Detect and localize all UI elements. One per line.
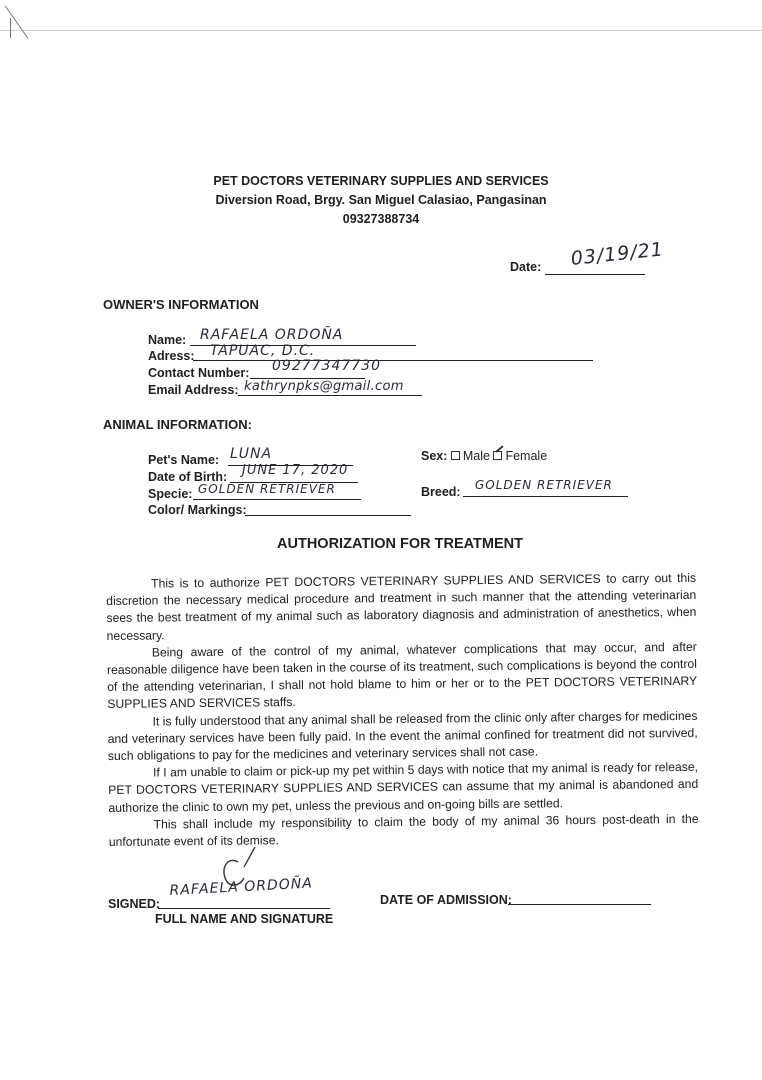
dob-value: JUNE 17, 2020 (242, 463, 349, 478)
sex-field (421, 449, 547, 463)
authorization-body (106, 570, 699, 851)
date-value: 03/19/21 (569, 238, 665, 270)
female-checkbox[interactable] (493, 451, 502, 460)
color-label: Color/ Markings: (148, 503, 247, 517)
signed-underline (158, 908, 330, 909)
clinic-phone: 09327388734 (342, 212, 420, 226)
date-label: Date: (510, 260, 542, 274)
pet-name-label: Pet's Name: (148, 453, 220, 467)
owner-contact-label: Contact Number: (148, 366, 250, 380)
owner-email-label: Email Address: (148, 383, 239, 397)
specie-value: GOLDEN RETRIEVER (198, 482, 336, 496)
sex-label: Sex: (421, 449, 448, 463)
scan-corner-slash (5, 5, 29, 38)
owner-contact-value: 09277347730 (272, 358, 381, 374)
owner-name-value: RAFAELA ORDOÑA (200, 327, 344, 343)
signed-label: SIGNED: (108, 897, 161, 911)
male-checkbox[interactable] (451, 451, 460, 460)
authorization-paragraph: It is fully understood that any animal shall be released from the clinic only after charges for medicines and veterinary services have been fully paid. In the event the animal confined for treatment did not survived, such obligations to pay for the medicines and veterinary services shall not case. (107, 708, 698, 764)
authorization-paragraph: This shall include my responsibility to claim the body of my animal 36 hours post-death in the unfortunate event of its demise. (108, 811, 699, 850)
breed-value: GOLDEN RETRIEVER (475, 478, 613, 492)
owner-section-title: OWNER'S INFORMATION (103, 297, 259, 312)
authorization-paragraph: This is to authorize PET DOCTORS VETERINARY SUPPLIES AND SERVICES to carry out this discretion the necessary medical procedure and treatment in such manner that the attending veterinarian sees the best treatment of my animal such as laboratory diagnosis and administration of anesthetics, when necessary. (106, 570, 697, 643)
signature-caption: FULL NAME AND SIGNATURE (155, 912, 334, 926)
specie-label: Specie: (148, 487, 193, 501)
authorization-title: AUTHORIZATION FOR TREATMENT (277, 536, 523, 552)
male-option-label: Male (462, 449, 490, 463)
specie-underline (193, 499, 361, 500)
signature-value: RAFAELA ORDOÑA (169, 875, 314, 899)
dob-label: Date of Birth: (148, 470, 228, 484)
scan-edge-line (0, 30, 762, 31)
scan-corner-mark (10, 18, 11, 38)
animal-section-title: ANIMAL INFORMATION: (103, 417, 252, 432)
female-option-label: Female (505, 449, 548, 463)
owner-address-label: Adress: (148, 349, 195, 363)
color-underline (245, 515, 411, 516)
owner-email-underline (238, 395, 422, 396)
clinic-address: Diversion Road, Brgy. San Miguel Calasiao, Pangasinan (215, 193, 547, 207)
admission-underline (508, 904, 651, 905)
admission-label: DATE OF ADMISSION: (380, 893, 512, 907)
authorization-paragraph: Being aware of the control of my animal, whatever complications that may occur, and after reasonable diligence have been taken in the course of its treatment, such complications is beyond the control of the attending veterinarian, I shall not hold blame to him or her or to the PET DOCTORS VETERINARY SUPPLIES AND SERVICES staffs. (106, 639, 698, 712)
owner-address-underline (193, 360, 593, 361)
breed-underline (463, 496, 628, 497)
owner-address-value: TAPUAC, D.C. (210, 343, 316, 359)
owner-email-value: kathrynpks@gmail.com (244, 379, 404, 394)
clinic-name: PET DOCTORS VETERINARY SUPPLIES AND SERVICES (213, 174, 549, 188)
date-underline (545, 274, 645, 275)
owner-name-label: Name: (148, 333, 187, 347)
authorization-paragraph: If I am unable to claim or pick-up my pet within 5 days with notice that my animal is ready for release, PET DOCTORS VETERINARY SUPPLIES AND SERVICES can assume that my animal is abandoned and authorize the clinic to own my pet, unless the previous and on-going bills are settled. (108, 760, 699, 815)
pet-name-value: LUNA (230, 446, 273, 462)
breed-label: Breed: (421, 485, 461, 499)
